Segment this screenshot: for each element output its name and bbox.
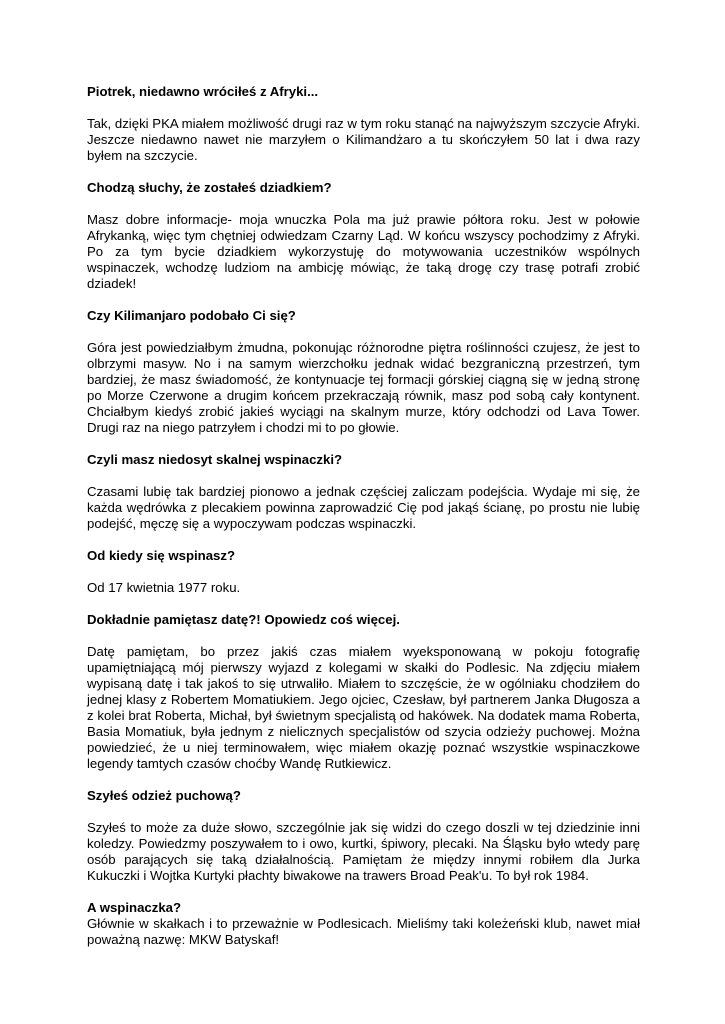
question-5: Od kiedy się wspinasz?	[87, 548, 236, 563]
question-4: Czyli masz niedosyt skalnej wspinaczki?	[87, 452, 343, 467]
question-7: Szyłeś odzież puchową?	[87, 788, 241, 803]
answer-5: Od 17 kwietnia 1977 roku.	[87, 580, 241, 595]
answer-7: Szyłeś to może za duże słowo, szczególnie jak się widzi do czego doszli w tej dziedzinie inni koledzy. Powiedzmy poszywałem to i owo, kurtki, śpiwory, plecaki. Na Śląsku było wtedy parę osób parających się taką działalnością. Pamiętam że między innymi robiłem dla Jurka Kukuczki i Wojtka Kurtyki płachty biwakowe na trawers Broad Peak'u. To był rok 1984.	[87, 820, 640, 883]
answer-4: Czasami lubię tak bardziej pionowo a jednak częściej zaliczam podejścia. Wydaje mi się, że każda wędrówka z plecakiem powinna zaprowadzić Cię pod jakąś ścianę, po prostu nie lubię podejść, męczę się a wypoczywam podczas wspinaczki.	[87, 484, 640, 531]
document-page	[87, 84, 640, 964]
answer-6: Datę pamiętam, bo przez jakiś czas miałem wyeksponowaną w pokoju fotografię upamiętniającą mój pierwszy wyjazd z kolegami w skałki do Podlesic. Na zdjęciu miałem wypisaną datę i tak jakoś to się utrwaliło. Miałem to szczęście, że w ogólniaku chodziłem do jednej klasy z Robertem Momatiukiem. Jego ojciec, Czesław, był partnerem Janka Długosza a z kolei brat Roberta, Michał, był świetnym specjalistą od hakówek. Na dodatek mama Roberta, Basia Momatiuk, była jednym z nielicznych specjalistów od szycia odzieży puchowej. Można powiedzieć, że u niej terminowałem, więc miałem okazję poznać wszystkie wspinaczkowe legendy tamtych czasów choćby Wandę Rutkiewicz.	[87, 644, 640, 771]
question-2: Chodzą słuchy, że zostałeś dziadkiem?	[87, 180, 332, 195]
answer-1: Tak, dzięki PKA miałem możliwość drugi raz w tym roku stanąć na najwyższym szczycie Afryki. Jeszcze niedawno nawet nie marzyłem o Kilimandżaro a tu skończyłem 50 lat i dwa razy byłem na szczycie.	[87, 116, 640, 163]
answer-2: Masz dobre informacje- moja wnuczka Pola ma już prawie półtora roku. Jest w połowie Afrykanką, więc tym chętniej odwiedzam Czarny Ląd. W końcu wszyscy pochodzimy z Afryki. Po za tym bycie dziadkiem wykorzystuję do motywowania uczestników wspólnych wspinaczek, wchodzę ludziom na ambicję mówiąc, że taką drogę czy trasę potrafi zrobić dziadek!	[87, 212, 640, 291]
question-1: Piotrek, niedawno wróciłeś z Afryki...	[87, 84, 319, 99]
question-3: Czy Kilimanjaro podobało Ci się?	[87, 308, 296, 323]
answer-3: Góra jest powiedziałbym żmudna, pokonując różnorodne piętra roślinności czujesz, że jest to olbrzymi masyw. No i na samym wierzchołku jednak widać bezgraniczną przestrzeń, tym bardziej, że masz świadomość, że kontynuacje tej formacji górskiej ciągną się w jedną stronę po Morze Czerwone a drugim końcem przekraczają równik, masz pod sobą cały kontynent. Chciałbym kiedyś zrobić jakieś wyciągi na skalnym murze, który odchodzi od Lava Tower. Drugi raz na niego patrzyłem i chodzi mi to po głowie.	[87, 340, 640, 435]
answer-8: Głównie w skałkach i to przeważnie w Podlesicach. Mieliśmy taki koleżeński klub, nawet miał poważną nazwę: MKW Batyskaf!	[87, 916, 640, 947]
question-6: Dokładnie pamiętasz datę?! Opowiedz coś więcej.	[87, 612, 400, 627]
question-8: A wspinaczka?	[87, 900, 182, 915]
